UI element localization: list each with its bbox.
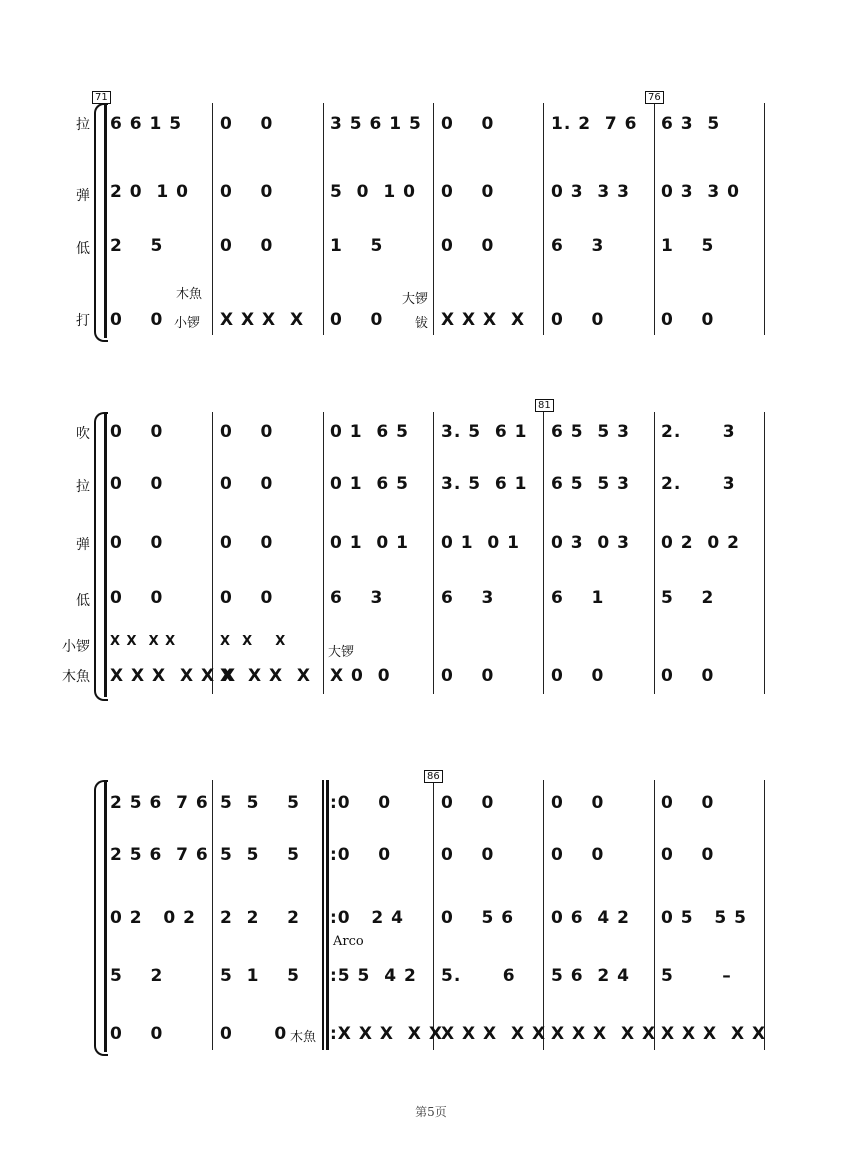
barline — [543, 780, 544, 1050]
measure-cell: X X X X — [220, 666, 312, 686]
measure-cell: 0 0 — [441, 114, 495, 134]
measure-cell: 0 0 — [110, 588, 164, 608]
measure-cell: :0 0 — [330, 845, 392, 865]
measure-cell: 6 3 — [330, 588, 384, 608]
measure-cell: 0 0 — [441, 845, 495, 865]
measure-cell: 0 0 — [220, 588, 274, 608]
measure-cell: 5 0 1 0 — [330, 182, 416, 202]
measure-cell: 0 0 — [110, 310, 164, 330]
measure-cell: 0 1 6 5 — [330, 422, 409, 442]
measure-cell: 0 0 — [110, 474, 164, 494]
row-label: 低 — [76, 593, 90, 609]
instrument-note: 大锣 — [402, 292, 429, 307]
measure-cell: 0 0 — [220, 1024, 288, 1044]
measure-cell: 1. 2 7 6 — [551, 114, 638, 134]
measure-cell: 1 5 — [661, 236, 715, 256]
measure-cell: 2 5 — [110, 236, 164, 256]
measure-cell: 0 0 — [551, 845, 605, 865]
measure-cell: 0 0 — [220, 422, 274, 442]
measure-cell: 0 0 — [661, 666, 715, 686]
measure-cell: 6 1 — [551, 588, 605, 608]
row-label: 弹 — [76, 188, 90, 204]
measure-cell: 5 2 — [110, 966, 164, 986]
measure-cell: 0 0 — [661, 845, 715, 865]
measure-cell: X 0 0 — [330, 666, 391, 686]
measure-cell: 0 2 0 2 — [661, 533, 740, 553]
measure-cell: 5. 6 — [441, 966, 516, 986]
measure-cell: 5 6 2 4 — [551, 966, 630, 986]
row-label: 拉 — [76, 479, 90, 495]
instrument-note: 木魚 — [290, 1030, 317, 1045]
measure-cell: 0 0 — [661, 793, 715, 813]
measure-cell: 0 6 4 2 — [551, 908, 630, 928]
barline — [654, 780, 655, 1050]
row-label: 打 — [76, 313, 90, 329]
measure-cell: 0 3 0 3 — [551, 533, 630, 553]
row-label: 小锣 — [62, 639, 90, 655]
measure-cell: 6 5 5 3 — [551, 474, 630, 494]
measure-cell: 0 0 — [441, 182, 495, 202]
measure-cell: 2 5 6 7 6 — [110, 793, 209, 813]
measure-cell: 0 2 0 2 — [110, 908, 196, 928]
repeat-barline — [326, 780, 329, 1050]
measure-cell: 0 0 — [551, 793, 605, 813]
measure-cell: 0 0 — [110, 422, 164, 442]
measure-cell: 5 – — [661, 966, 732, 986]
measure-cell: X X X X X — [551, 1024, 657, 1044]
row-label: 吹 — [76, 426, 90, 442]
measure-cell: 2 2 2 — [220, 908, 300, 928]
measure-cell: 1 5 — [330, 236, 384, 256]
measure-cell: 0 0 — [220, 114, 274, 134]
measure-cell: 0 0 — [330, 310, 384, 330]
measure-cell: 2. 3 — [661, 474, 736, 494]
measure-cell: :X X X X X — [330, 1024, 443, 1044]
measure-cell: 5 2 — [661, 588, 715, 608]
measure-cell: 6 3 — [441, 588, 495, 608]
measure-cell: X X X X X — [441, 1024, 547, 1044]
row-label: 拉 — [76, 117, 90, 133]
performance-note: Arco — [333, 934, 364, 949]
measure-cell: 0 1 6 5 — [330, 474, 409, 494]
measure-cell: 0 0 — [220, 533, 274, 553]
measure-cell: 0 0 — [220, 236, 274, 256]
measure-cell: 0 0 — [551, 310, 605, 330]
rehearsal-marker: 81 — [535, 399, 554, 412]
measure-cell: :5 5 4 2 — [330, 966, 417, 986]
system-start-barline — [104, 412, 107, 697]
measure-cell: 0 1 0 1 — [441, 533, 520, 553]
instrument-note: 钹 — [415, 316, 429, 331]
measure-cell: 3 5 6 1 5 — [330, 114, 422, 134]
measure-cell: 2. 3 — [661, 422, 736, 442]
system-start-barline — [104, 780, 107, 1052]
rehearsal-marker: 71 — [92, 91, 111, 104]
measure-cell: 0 5 5 5 — [661, 908, 747, 928]
system-start-barline — [104, 103, 107, 338]
page-number: 第5页 — [415, 1105, 447, 1119]
barline — [764, 103, 765, 335]
measure-cell: 0 0 — [551, 666, 605, 686]
measure-cell: :0 2 4 — [330, 908, 404, 928]
measure-cell: 0 0 — [441, 666, 495, 686]
barline — [543, 103, 544, 335]
barline — [212, 103, 213, 335]
measure-cell: X X X X — [220, 310, 305, 330]
measure-cell: 5 1 5 — [220, 966, 300, 986]
barline — [654, 103, 655, 335]
barline — [654, 412, 655, 694]
instrument-note: 小锣 — [174, 316, 201, 331]
rehearsal-marker: 76 — [645, 91, 664, 104]
measure-cell: 3. 5 6 1 — [441, 422, 528, 442]
measure-cell: 0 5 6 — [441, 908, 515, 928]
barline — [212, 780, 213, 1050]
measure-cell: 2 5 6 7 6 — [110, 845, 209, 865]
measure-cell: 3. 5 6 1 — [441, 474, 528, 494]
instrument-note: 木魚 — [176, 287, 203, 302]
measure-cell: 6 3 — [551, 236, 605, 256]
measure-cell: 0 3 3 3 — [551, 182, 630, 202]
repeat-barline — [322, 780, 324, 1050]
barline — [323, 103, 324, 335]
barline — [212, 412, 213, 694]
measure-cell: X X X X X — [661, 1024, 767, 1044]
measure-cell: 0 0 — [441, 236, 495, 256]
measure-cell: 0 3 3 0 — [661, 182, 740, 202]
measure-cell: X X X X X X — [110, 666, 237, 686]
measure-cell: 6 5 5 3 — [551, 422, 630, 442]
measure-cell: :0 0 — [330, 793, 392, 813]
measure-cell: 6 3 5 — [661, 114, 721, 134]
instrument-note: 大锣 — [328, 645, 355, 660]
measure-cell: 0 1 0 1 — [330, 533, 409, 553]
measure-cell: 5 5 5 — [220, 845, 300, 865]
measure-cell: 0 0 — [441, 793, 495, 813]
row-label: 弹 — [76, 537, 90, 553]
measure-cell: X X X X — [110, 634, 177, 649]
barline — [764, 780, 765, 1050]
barline — [764, 412, 765, 694]
rehearsal-marker: 86 — [424, 770, 443, 783]
barline — [543, 412, 544, 694]
measure-cell: 2 0 1 0 — [110, 182, 189, 202]
measure-cell: X X X X — [441, 310, 526, 330]
row-label: 木魚 — [62, 669, 90, 685]
measure-cell: 0 0 — [220, 182, 274, 202]
barline — [433, 103, 434, 335]
barline — [323, 412, 324, 694]
row-label: 低 — [76, 241, 90, 257]
barline — [433, 412, 434, 694]
measure-cell: X X X — [220, 634, 287, 649]
measure-cell: 0 0 — [110, 533, 164, 553]
barline — [433, 780, 434, 1050]
measure-cell: 6 6 1 5 — [110, 114, 183, 134]
measure-cell: 0 0 — [110, 1024, 164, 1044]
measure-cell: 5 5 5 — [220, 793, 300, 813]
measure-cell: 0 0 — [220, 474, 274, 494]
measure-cell: 0 0 — [661, 310, 715, 330]
